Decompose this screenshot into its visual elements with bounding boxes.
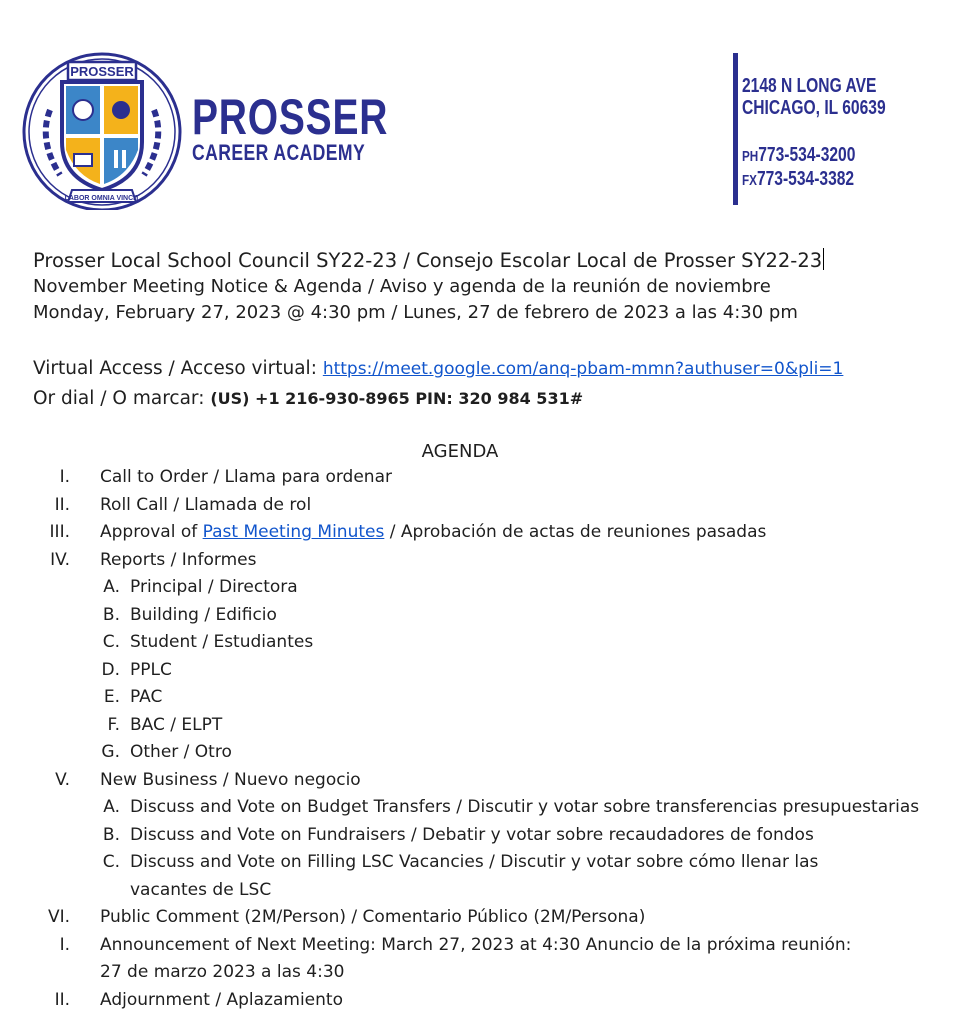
dial-line bbox=[33, 384, 843, 414]
brand-name: PROSSER bbox=[192, 89, 389, 145]
virtual-access-label: Virtual Access / Acceso virtual: bbox=[33, 358, 317, 379]
text-cursor bbox=[823, 248, 824, 270]
address-divider bbox=[733, 53, 738, 205]
phone-number: 773-534-3200 bbox=[758, 144, 856, 166]
logo-motto: LABOR OMNIA VINCIT bbox=[64, 195, 140, 202]
address-street: 2148 N LONG AVE bbox=[742, 75, 877, 97]
phone-prefix: PH bbox=[742, 148, 759, 165]
dial-label: Or dial / O marcar: bbox=[33, 388, 205, 409]
dial-number: (US) +1 216-930-8965 PIN: 320 984 531# bbox=[210, 389, 584, 408]
agenda-title: AGENDA bbox=[421, 441, 499, 462]
fax-line bbox=[742, 168, 886, 192]
crest-icon bbox=[20, 50, 185, 210]
phone-line bbox=[742, 144, 886, 168]
heading-date: Monday, February 27, 2023 @ 4:30 pm / Lunes, 27 de febrero de 2023 a las 4:30 pm bbox=[33, 302, 798, 323]
meeting-link[interactable]: https://meet.google.com/anq-pbam-mmn?authuser=0&pli=1 bbox=[322, 359, 844, 379]
brand-block bbox=[192, 89, 444, 165]
fax-prefix: FX bbox=[742, 172, 757, 189]
school-logo bbox=[20, 50, 185, 210]
virtual-access-line bbox=[33, 354, 843, 384]
address-city: CHICAGO, IL 60639 bbox=[742, 97, 886, 119]
address-block bbox=[742, 75, 886, 192]
meeting-heading bbox=[33, 248, 824, 326]
heading-notice: November Meeting Notice & Agenda / Aviso y agenda de la reunión de noviembre bbox=[33, 276, 771, 297]
fax-number: 773-534-3382 bbox=[756, 168, 855, 190]
past-minutes-link[interactable]: Past Meeting Minutes bbox=[202, 522, 385, 542]
access-block bbox=[33, 354, 843, 414]
logo-banner-text: PROSSER bbox=[70, 64, 134, 79]
heading-title[interactable]: Prosser Local School Council SY22-23 / Consejo Escolar Local de Prosser SY22-23 bbox=[33, 249, 823, 272]
brand-subtitle: CAREER ACADEMY bbox=[192, 140, 366, 165]
